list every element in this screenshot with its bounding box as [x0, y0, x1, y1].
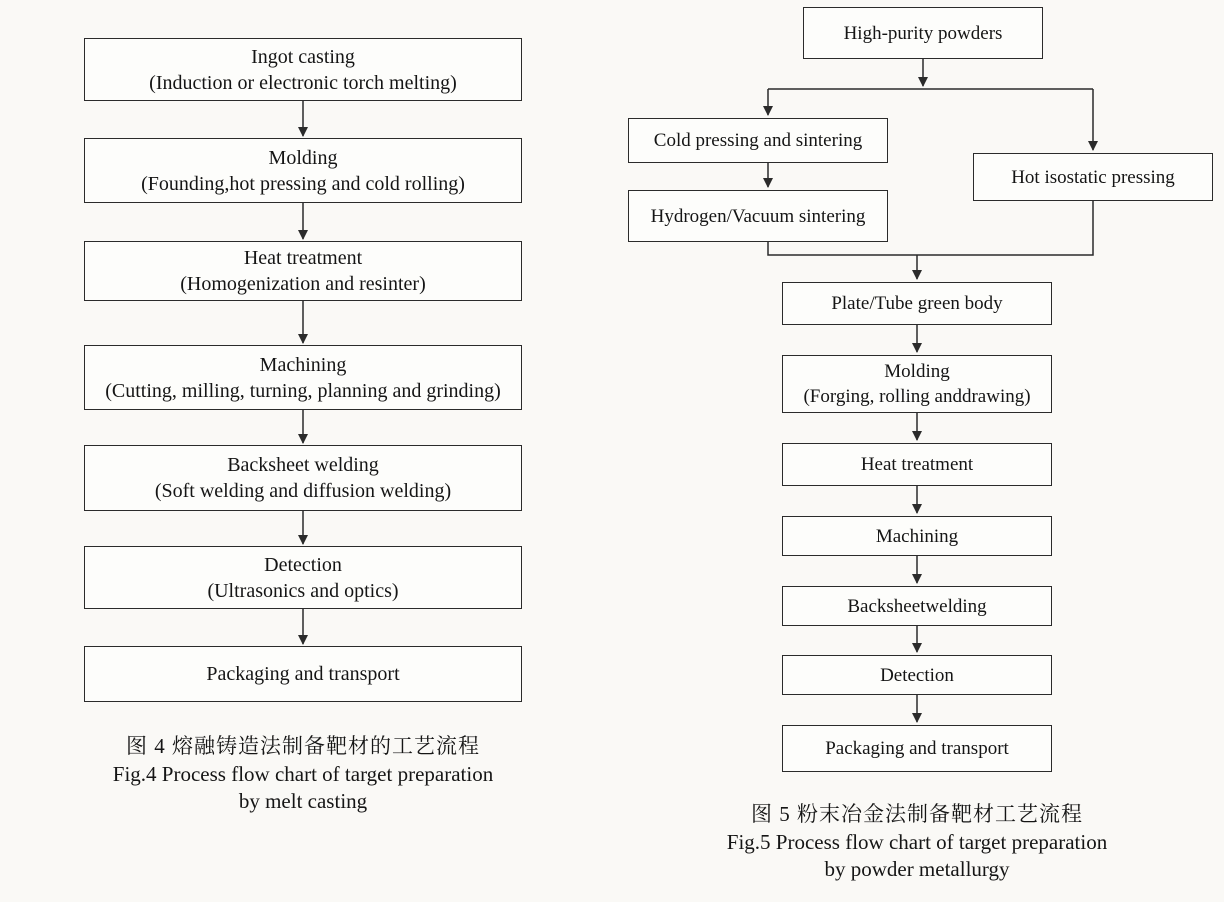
- flow-box-title: Detection: [880, 664, 954, 686]
- caption-en-line2: by melt casting: [238, 789, 368, 813]
- caption-en-line1: Fig.4 Process flow chart of target preparation: [112, 762, 494, 786]
- caption-en-line2: by powder metallurgy: [824, 857, 1010, 881]
- flow-box-title: Machining: [259, 353, 347, 376]
- flow-box-subtitle: (Forging, rolling anddrawing): [803, 386, 1031, 407]
- flow-box-machining: [84, 345, 522, 410]
- flow-box-title: Cold pressing and sintering: [653, 130, 863, 151]
- figure-5-caption: [667, 800, 1167, 883]
- flow-box-detection: [84, 546, 522, 609]
- flow-box-title: Hydrogen/Vacuum sintering: [650, 205, 866, 227]
- flow-box-packaging-transport: [84, 646, 522, 702]
- flow-box-title: Machining: [875, 525, 959, 547]
- figure-4-caption: [53, 732, 553, 815]
- flow-box-title: Molding: [268, 146, 338, 169]
- flow-box-heat-treatment: [84, 241, 522, 301]
- flow-box-backsheet-welding: [84, 445, 522, 511]
- flow-box-title: Packaging and transport: [206, 663, 400, 685]
- flow-box-machining: [782, 516, 1052, 556]
- flow-box-hot-isostatic-pressing: [973, 153, 1213, 201]
- flow-box-high-purity-powders: [803, 7, 1043, 59]
- flow-box-title: High-purity powders: [843, 22, 1003, 44]
- flow-box-subtitle: (Induction or electronic torch melting): [149, 71, 457, 94]
- flow-box-plate-tube-green-body: [782, 282, 1052, 325]
- flow-box-title: Plate/Tube green body: [831, 293, 1003, 314]
- flow-box-subtitle: (Cutting, milling, turning, planning and grinding): [105, 379, 501, 402]
- flow-box-title: Packaging and transport: [825, 738, 1009, 759]
- flow-box-title: Ingot casting: [251, 45, 355, 68]
- flow-box-title: Heat treatment: [243, 247, 363, 269]
- caption-zh: 图 5 粉末冶金法制备靶材工艺流程: [751, 802, 1083, 826]
- flow-box-hydrogen-vacuum-sintering: [628, 190, 888, 242]
- flow-box-detection: [782, 655, 1052, 695]
- caption-zh: 图 4 熔融铸造法制备靶材的工艺流程: [126, 734, 480, 758]
- flow-box-molding: [782, 355, 1052, 413]
- flow-box-cold-pressing-sintering: [628, 118, 888, 163]
- flow-box-title: Detection: [264, 553, 342, 576]
- flow-box-ingot-casting: [84, 38, 522, 101]
- flow-box-title: Molding: [884, 361, 950, 382]
- flow-box-subtitle: (Founding,hot pressing and cold rolling): [141, 172, 465, 195]
- flow-box-molding: [84, 138, 522, 203]
- caption-en-line1: Fig.5 Process flow chart of target preparation: [726, 830, 1108, 854]
- flow-box-heat-treatment: [782, 443, 1052, 486]
- flow-box-title: Backsheetwelding: [847, 595, 987, 617]
- flow-box-title: Hot isostatic pressing: [1011, 166, 1175, 188]
- flow-box-title: Backsheet welding: [227, 454, 379, 476]
- flow-box-backsheet-welding: [782, 586, 1052, 626]
- flow-box-subtitle: (Ultrasonics and optics): [207, 579, 399, 602]
- flow-box-subtitle: (Soft welding and diffusion welding): [154, 480, 452, 502]
- flow-box-title: Heat treatment: [860, 454, 974, 475]
- flow-box-subtitle: (Homogenization and resinter): [180, 273, 426, 295]
- flow-box-packaging-transport: [782, 725, 1052, 772]
